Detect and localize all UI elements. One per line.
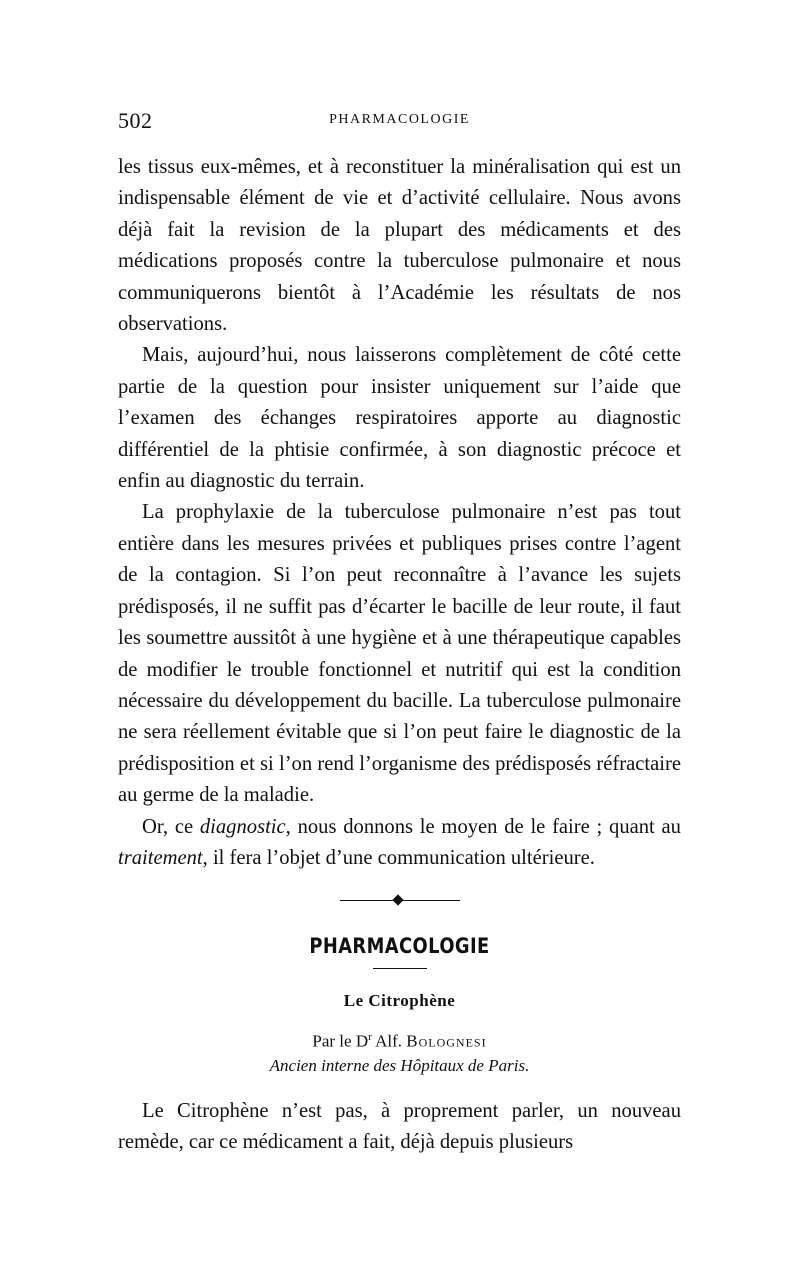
- author-name: Bolognesi: [406, 1032, 487, 1051]
- paragraph-continued: les tissus eux-mêmes, et à reconstituer la minéralisation qui est un indispensable élément de vie et d’activité cellulaire. Nous avons déjà fait la revision de la plupart des médicaments et des médications proposés contre la tuberculose pulmonaire et nous communiquerons bientôt à l’Académie les résultats de nos observations.: [118, 156, 681, 336]
- emphasis-traitement: traitement: [118, 846, 203, 869]
- author-affiliation: Ancien interne des Hôpitaux de Paris.: [269, 1056, 530, 1075]
- text-run: , il fera l’objet d’une communication ultérieure.: [202, 846, 595, 869]
- emphasis-diagnostic: diagnostic: [199, 815, 286, 838]
- article-opening-paragraph: Le Citrophène n’est pas, à proprement parler, un nouveau remède, car ce médicament a fait, déjà depuis plusieurs: [118, 1100, 681, 1154]
- byline-first: Alf.: [371, 1032, 407, 1051]
- body-text: [118, 152, 681, 874]
- paragraph: Mais, aujourd’hui, nous laisserons complètement de côté cette partie de la question pour insister uniquement sur l’aide que l’examen des échanges respiratoires apporte au diagnostic différentiel de la phtisie confirmée, à son diagnostic précoce et enfin au diagnostic du terrain.: [118, 344, 681, 493]
- page-number: 502: [118, 108, 153, 133]
- paragraph-conclusion: [118, 812, 681, 875]
- text-run: Or, ce: [142, 815, 200, 838]
- byline: [118, 1025, 681, 1054]
- article-title: Le Citrophène: [343, 991, 456, 1011]
- running-title: PHARMACOLOGIE: [329, 112, 470, 127]
- section-divider-ornament: [340, 896, 460, 906]
- paragraph: La prophylaxie de la tuberculose pulmonaire n’est pas tout entière dans les mesures privées et publiques prises contre l’agent de la contagion. Si l’on peut reconnaître à l’avance les sujets prédisposés, il ne suffit pas d’écarter le bacille de leur route, il faut les soumettre aussitôt à une hygiène et à une thérapeutique capables de modifier le trouble fonctionnel et nutritif qui est la condition nécessaire du développement du bacille. La tuberculose pulmonaire ne sera réellement évitable que si l’on peut faire le diagnostic de la prédisposition et si l’on rend l’organisme des prédisposés réfractaire au germe de la maladie.: [118, 501, 681, 807]
- diamond-icon: [392, 895, 403, 906]
- page: [118, 108, 681, 1159]
- byline-prefix: Par le D: [312, 1032, 369, 1051]
- running-head: [118, 108, 681, 136]
- byline-sup: r: [368, 1031, 372, 1044]
- text-run: , nous donnons le moyen de le faire ; quant au: [285, 815, 681, 838]
- section-heading: PHARMACOLOGIE: [309, 934, 490, 959]
- article-text: [118, 1096, 681, 1159]
- heading-rule: [373, 968, 427, 969]
